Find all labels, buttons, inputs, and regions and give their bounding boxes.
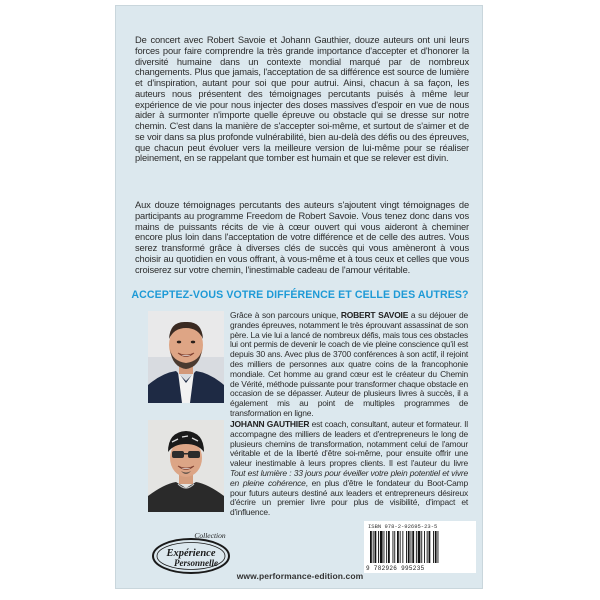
barcode-bar bbox=[373, 531, 374, 563]
barcode-bar bbox=[408, 531, 410, 563]
isbn-barcode bbox=[364, 521, 476, 573]
barcode-bar bbox=[378, 531, 379, 563]
barcode-bar bbox=[370, 531, 372, 563]
barcode-bar bbox=[400, 531, 401, 563]
barcode-bar bbox=[435, 531, 437, 563]
second-paragraph: Aux douze témoignages percutants des auteurs s'ajoutent vingt témoignages de participants au programme Freedom de Robert Savoie. Vous tenez donc dans vos mains de puissants récits de vie à cœur ouvert qui vous aideront à cheminer encore plus loin dans l'acceptation de votre différence et de celle des autres. Vous serez transformé grâce à diverses clés de succès qui vous amèneront à vous choisir au quotidien en vous offrant, à vous-même et à tous ceux et celles que vous croiserez sur votre chemin, l'inestimable cadeau de l'amour véritable. bbox=[135, 200, 469, 275]
robert-savoie-photo bbox=[148, 311, 224, 403]
barcode-bar bbox=[384, 531, 385, 563]
barcode-bar bbox=[406, 531, 407, 563]
isbn-digits: 9 782926 995235 bbox=[366, 565, 425, 572]
bio1-lead: Grâce à son parcours unique, bbox=[230, 310, 341, 320]
barcode-bar bbox=[397, 531, 399, 563]
barcode-bars bbox=[370, 531, 470, 563]
barcode-bar bbox=[418, 531, 421, 563]
barcode-bar bbox=[412, 531, 414, 563]
johann-gauthier-bio bbox=[230, 420, 468, 518]
barcode-bar bbox=[433, 531, 434, 563]
barcode-bar bbox=[402, 531, 403, 563]
book-back-cover bbox=[115, 5, 483, 589]
collection-logo bbox=[150, 529, 232, 577]
barcode-bar bbox=[380, 531, 383, 563]
barcode-bar bbox=[388, 531, 390, 563]
johann-gauthier-name: JOHANN GAUTHIER bbox=[230, 419, 310, 429]
bio2-text-part2: , en plus d'être le fondateur du Boot-Camp pour futurs auteurs destiné aux leaders et entrepreneurs désireux d'écrire un premier livre pour plus de visibilité, d'impact et d'influence. bbox=[230, 477, 468, 518]
headline: ACCEPTEZ-VOUS VOTRE DIFFÉRENCE ET CELLE DES AUTRES? bbox=[131, 289, 469, 301]
logo-experience-text: Expérience bbox=[166, 548, 216, 559]
barcode-bar bbox=[421, 531, 422, 563]
barcode-bar bbox=[427, 531, 428, 563]
barcode-bar bbox=[386, 531, 387, 563]
isbn-label: ISBN 978-2-92695-23-5 bbox=[368, 523, 438, 530]
barcode-bar bbox=[429, 531, 431, 563]
barcode-bar bbox=[416, 531, 417, 563]
book-title: Tout est lumière : 33 jours pour éveiller votre plein potentiel et vivre en pleine cohérence bbox=[230, 467, 468, 488]
logo-collection-text: Collection bbox=[194, 531, 226, 540]
robert-savoie-bio bbox=[230, 311, 468, 419]
barcode-bar bbox=[411, 531, 412, 563]
intro-paragraph: De concert avec Robert Savoie et Johann Gauthier, douze auteurs ont uni leurs forces pour faire comprendre la très grande importance d'accepter et d'honorer la diversité humaine dans un contexte mondial marqué par de nombreux changements. Plus que jamais, l'acceptation de sa différence est source de lumière et d'inspiration, autant pour soi que pour autrui. Ainsi, chacun à sa façon, les auteurs nous présentent des témoignages percutants puisés à même leur expérience de vie pour nous injecter des doses massives d'espoir en vue de nous aider à surmonter n'importe quelle épreuve ou obstacle qui se dresse sur notre chemin. C'est dans la manière de s'accepter soi-même, et surtout de s'aimer et de se voir dans sa plus profonde vulnérabilité, bien au-delà des défis ou des épreuves, que chacun peut évoluer vers la meilleure version de lui-même pour se réaliser pleinement, en se rappelant que tomber est humain et que se relever est divin. bbox=[135, 35, 469, 164]
barcode-bar bbox=[438, 531, 439, 563]
publisher-website[interactable]: www.performance-edition.com bbox=[236, 571, 364, 581]
bio2-text-part1: est coach, consultant, auteur et formateur. Il accompagne des milliers de leaders et d'entrepreneurs le long de plusieurs chemins de transformation, notamment celui de l'amour véritable et de la liberté d'être soi-même, pour ensuite offrir une valeur inestimable à leurs propres clients. Il est l'auteur du livre bbox=[230, 419, 468, 469]
johann-gauthier-photo bbox=[148, 420, 224, 512]
bio1-text: a su déjouer de grandes épreuves, notamment le très éprouvant assassinat de son père. La vie lui a lancé de nombreux défis, mais tous ces obstacles lui ont permis de devenir le coach de vie pleine conscience qu'il est depuis 30 ans. Avec plus de 3700 conférences à son actif, il rejoint des milliers de personnes aux quatre coins de la francophonie mondiale. Cet homme au grand cœur est le créateur du Chemin de Vérité, méthode puissante pour transformer chaque obstacle en occasion de se dépasser. Auteur de plusieurs livres à succès, il a également mis au point de multiples programmes de transformation en ligne. bbox=[230, 310, 468, 418]
barcode-bar bbox=[424, 531, 425, 563]
barcode-bar bbox=[375, 531, 377, 563]
logo-personnelle-text: Personnelle bbox=[174, 558, 218, 568]
barcode-bar bbox=[394, 531, 395, 563]
robert-savoie-name: ROBERT SAVOIE bbox=[340, 310, 409, 320]
barcode-bar bbox=[393, 531, 394, 563]
